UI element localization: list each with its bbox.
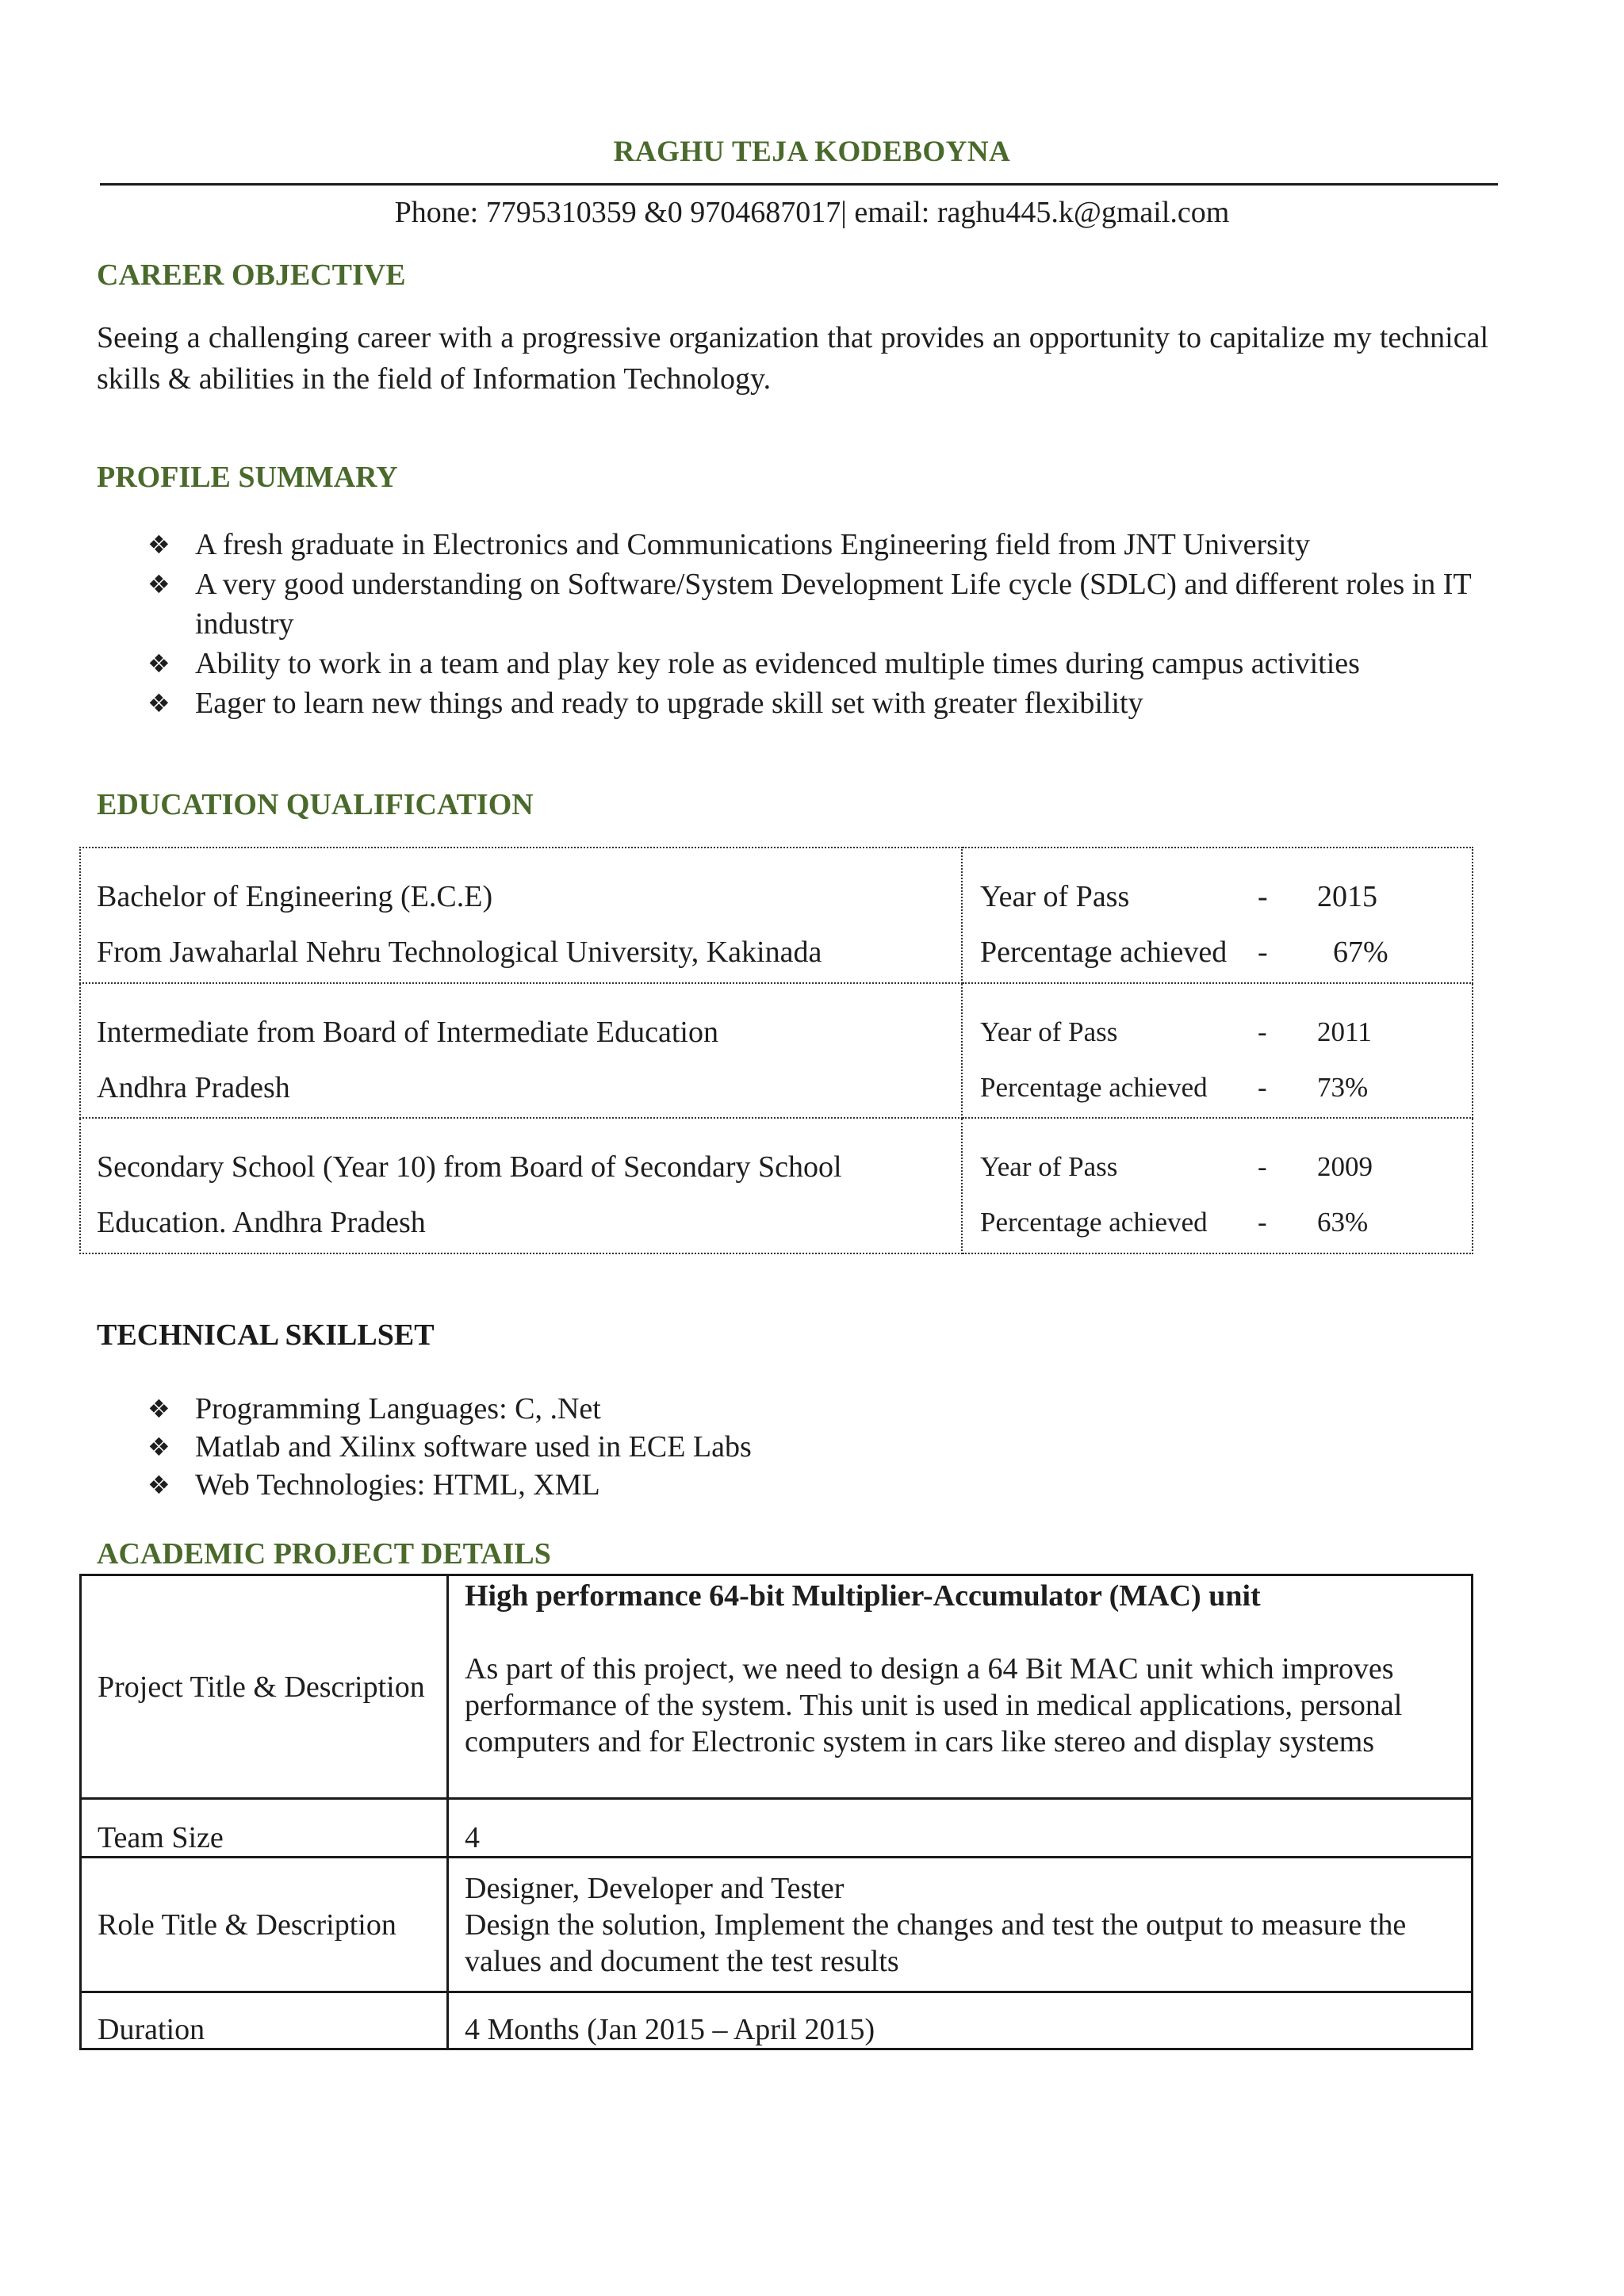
education-heading: EDUCATION QUALIFICATION bbox=[97, 788, 534, 821]
diamond-bullet-icon: ❖ bbox=[147, 530, 170, 560]
team-size-label: Team Size bbox=[81, 1799, 448, 1858]
education-institution-cell: Intermediate from Board of Intermediate Education Andhra Pradesh bbox=[80, 983, 962, 1118]
project-description: As part of this project, we need to design a 64 Bit MAC unit which improves performance of the system. This unit is used in medical applications, personal computers and for Electronic system in cars like stereo and display systems bbox=[465, 1652, 1403, 1758]
education-result-cell: Year of Pass - 2011 Percentage achieved - 73% bbox=[962, 983, 1473, 1118]
diamond-bullet-icon: ❖ bbox=[147, 1394, 170, 1424]
list-item: ❖ Programming Languages: C, .Net bbox=[0, 1390, 1488, 1428]
career-objective-heading: CAREER OBJECTIVE bbox=[97, 258, 406, 292]
profile-summary-list bbox=[0, 525, 1488, 723]
project-title-cell bbox=[448, 1575, 1473, 1799]
project-title: High performance 64-bit Multiplier-Accumulator (MAC) unit bbox=[465, 1579, 1261, 1613]
table-row bbox=[81, 1575, 1473, 1799]
table-row bbox=[81, 1858, 1473, 1992]
technical-skillset-list bbox=[0, 1390, 1488, 1504]
table-row bbox=[81, 1992, 1473, 2049]
education-institution-cell: Bachelor of Engineering (E.C.E) From Jawaharlal Nehru Technological University, Kakinada bbox=[80, 848, 962, 983]
table-row bbox=[80, 1118, 1473, 1253]
header-rule bbox=[100, 183, 1498, 186]
education-institution-cell: Secondary School (Year 10) from Board of Secondary School Education. Andhra Pradesh bbox=[80, 1118, 962, 1253]
team-size-value: 4 bbox=[448, 1799, 1473, 1858]
career-objective-text: Seeing a challenging career with a progressive organization that provides an opportunity to capitalize my technical skills & abilities in the field of Information Technology. bbox=[97, 321, 1488, 396]
list-item: ❖ Matlab and Xilinx software used in ECE Labs bbox=[0, 1428, 1488, 1466]
list-item: ❖ A very good understanding on Software/System Development Life cycle (SDLC) and different roles in IT industry bbox=[0, 564, 1488, 644]
technical-skillset-heading: TECHNICAL SKILLSET bbox=[97, 1318, 435, 1352]
diamond-bullet-icon: ❖ bbox=[147, 1470, 170, 1500]
candidate-name: RAGHU TEJA KODEBOYNA bbox=[613, 136, 1011, 168]
education-table bbox=[79, 847, 1473, 1254]
diamond-bullet-icon: ❖ bbox=[147, 649, 170, 679]
diamond-bullet-icon: ❖ bbox=[147, 1432, 170, 1462]
education-result-cell: Year of Pass - 2009 Percentage achieved - 63% bbox=[962, 1118, 1473, 1253]
table-row bbox=[81, 1799, 1473, 1858]
diamond-bullet-icon: ❖ bbox=[147, 569, 170, 599]
academic-project-table bbox=[79, 1574, 1473, 2050]
academic-project-heading: ACADEMIC PROJECT DETAILS bbox=[97, 1537, 551, 1571]
table-row bbox=[80, 983, 1473, 1118]
project-title-label: Project Title & Description bbox=[81, 1575, 448, 1799]
role-title: Designer, Developer and Tester bbox=[465, 1871, 845, 1905]
list-item: ❖ A fresh graduate in Electronics and Communications Engineering field from JNT University bbox=[0, 525, 1488, 564]
list-item: ❖ Ability to work in a team and play key role as evidenced multiple times during campus activities bbox=[0, 644, 1488, 683]
profile-summary-heading: PROFILE SUMMARY bbox=[97, 461, 398, 494]
education-result-cell: Year of Pass - 2015 Percentage achieved - 67% bbox=[962, 848, 1473, 983]
diamond-bullet-icon: ❖ bbox=[147, 688, 170, 718]
role-title-label: Role Title & Description bbox=[81, 1858, 448, 1992]
list-item: ❖ Eager to learn new things and ready to upgrade skill set with greater flexibility bbox=[0, 683, 1488, 723]
role-description: Design the solution, Implement the changes and test the output to measure the values and document the test results bbox=[465, 1908, 1407, 1978]
duration-label: Duration bbox=[81, 1992, 448, 2049]
role-cell bbox=[448, 1858, 1473, 1992]
table-row bbox=[80, 848, 1473, 983]
list-item: ❖ Web Technologies: HTML, XML bbox=[0, 1466, 1488, 1504]
duration-value: 4 Months (Jan 2015 – April 2015) bbox=[448, 1992, 1473, 2049]
contact-line: Phone: 7795310359 &0 9704687017| email: raghu445.k@gmail.com bbox=[394, 196, 1230, 229]
